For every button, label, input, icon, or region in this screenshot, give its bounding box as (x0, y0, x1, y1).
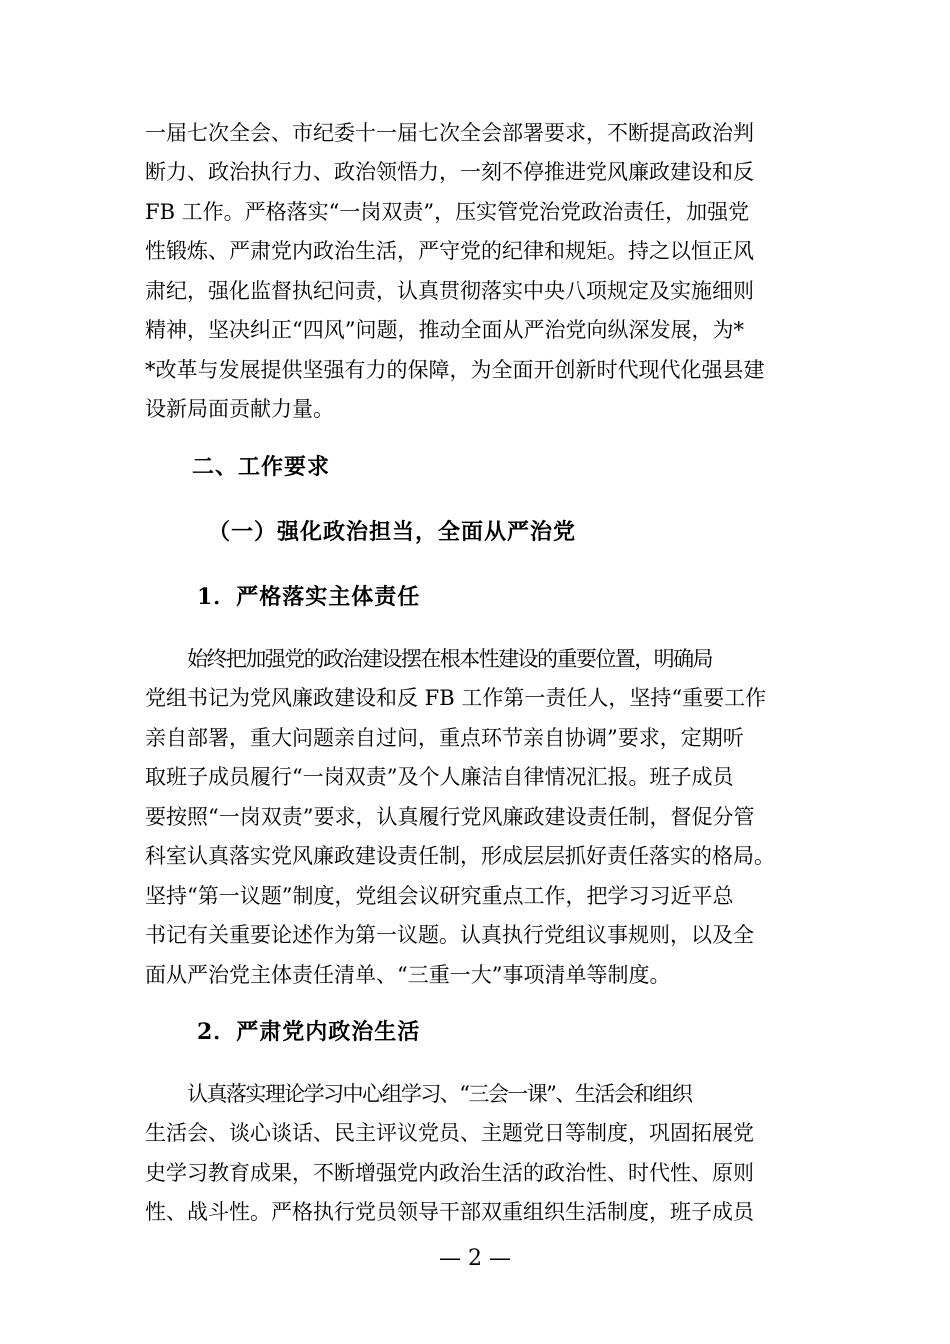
paragraph-line: 认真落实理论学习中心组学习、“三会一课”、生活会和组织 (187, 1082, 692, 1106)
item-title: 2．严肃党内政治生活 (197, 1019, 421, 1045)
paragraph-line: 取班子成员履行“一岗双责”及个人廉洁自律情况汇报。班子成员 (145, 765, 734, 789)
paragraph-line: *改革与发展提供坚强有力的保障，为全面开创新时代现代化强县建 (145, 358, 765, 382)
paragraph-line: 肃纪，强化监督执纪问责，认真贯彻落实中央八项规定及实施细则 (145, 279, 754, 303)
paragraph-line: 性锻炼、严肃党内政治生活，严守党的纪律和规矩。持之以恒正风 (145, 239, 754, 263)
paragraph-line: 坚持“第一议题”制度，党组会议研究重点工作，把学习习近平总 (145, 884, 734, 908)
paragraph-line: 党组书记为党风廉政建设和反 FB 工作第一责任人，坚持“重要工作 (145, 686, 767, 710)
paragraph-line: 书记有关重要论述作为第一议题。认真执行党组议事规则，以及全 (145, 923, 754, 947)
paragraph-line: 要按照“一岗双责”要求，认真履行党风廉政建设责任制，督促分管 (145, 805, 755, 829)
paragraph-line: FB 工作。严格落实“一岗双责”，压实管党治党政治责任，加强党 (145, 200, 750, 224)
paragraph-line: 一届七次全会、市纪委十一届七次全会部署要求，不断提高政治判 (145, 121, 754, 145)
paragraph-line: 精神，坚决纠正“四风”问题，推动全面从严治党向纵深发展，为* (145, 318, 744, 342)
item-title: 1．严格落实主体责任 (197, 584, 421, 610)
paragraph-line: 面从严治党主体责任清单、“三重一大”事项清单等制度。 (145, 963, 671, 987)
page-number: — 2 — (439, 1246, 511, 1271)
paragraph-line: 亲自部署，重大问题亲自过问，重点环节亲自协调”要求，定期听 (145, 726, 744, 750)
paragraph-line: 断力、政治执行力、政治领悟力，一刻不停推进党风廉政建设和反 (145, 160, 754, 184)
paragraph-line: 设新局面贡献力量。 (145, 397, 334, 421)
paragraph-line: 始终把加强党的政治建设摆在根本性建设的重要位置，明确局 (187, 647, 712, 671)
paragraph-line: 科室认真落实党风廉政建设责任制，形成层层抓好责任落实的格局。 (145, 844, 775, 868)
paragraph-line: 性、战斗性。严格执行党员领导干部双重组织生活制度，班子成员 (145, 1200, 754, 1224)
section-title: 二、工作要求 (192, 454, 331, 480)
subsection-title: （一）强化政治担当，全面从严治党 (208, 519, 577, 545)
paragraph-line: 生活会、谈心谈话、民主评议党员、主题党日等制度，巩固拓展党 (145, 1121, 754, 1145)
paragraph-line: 史学习教育成果，不断增强党内政治生活的政治性、时代性、原则 (145, 1161, 754, 1185)
